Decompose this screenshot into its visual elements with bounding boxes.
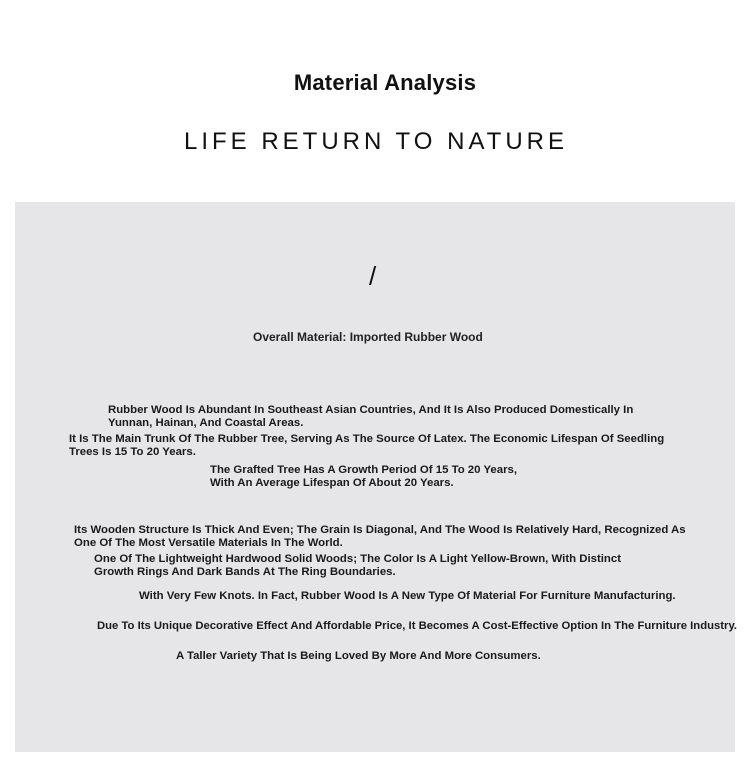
material-line: Overall Material: Imported Rubber Wood [253,330,483,344]
paragraph-6 [139,590,676,603]
paragraph-line: One Of The Lightweight Hardwood Solid Woods; The Color Is A Light Yellow-Brown, With Distinct [94,553,622,565]
paragraph-4 [74,524,686,550]
paragraph-line: Yunnan, Hainan, And Coastal Areas. [108,417,304,429]
paragraph-2 [69,433,664,459]
paragraph-line: Due To Its Unique Decorative Effect And Affordable Price, It Becomes A Cost-Effective Option In The Furniture Industry. [97,620,738,632]
page-title: Material Analysis [293,70,477,95]
paragraph-line: It Is The Main Trunk Of The Rubber Tree, Serving As The Source Of Latex. The Economic Lifespan Of Seedling [69,433,665,445]
paragraph-line: Growth Rings And Dark Bands At The Ring Boundaries. [94,566,396,578]
paragraph-line: One Of The Most Versatile Materials In The World. [74,537,343,549]
paragraph-line: With Very Few Knots. In Fact, Rubber Wood Is A New Type Of Material For Furniture Manufacturing. [139,590,676,602]
paragraph-line: Rubber Wood Is Abundant In Southeast Asian Countries, And It Is Also Produced Domestically In [108,404,634,416]
paragraph-line: With An Average Lifespan Of About 20 Years. [210,477,454,489]
paragraph-8 [176,650,541,663]
paragraph-1 [108,404,633,430]
paragraph-line: The Grafted Tree Has A Growth Period Of 15 To 20 Years, [210,464,518,476]
paragraph-7 [97,620,737,633]
page-subtitle: LIFE RETURN TO NATURE [183,128,569,155]
paragraph-3 [210,464,517,490]
paragraph-line: A Taller Variety That Is Being Loved By More And More Consumers. [176,650,541,662]
paragraph-5 [94,553,621,579]
divider-slash: / [369,261,377,291]
paragraph-line: Trees Is 15 To 20 Years. [69,446,196,458]
paragraph-line: Its Wooden Structure Is Thick And Even; The Grain Is Diagonal, And The Wood Is Relatively Hard, Recognized As [74,524,686,536]
